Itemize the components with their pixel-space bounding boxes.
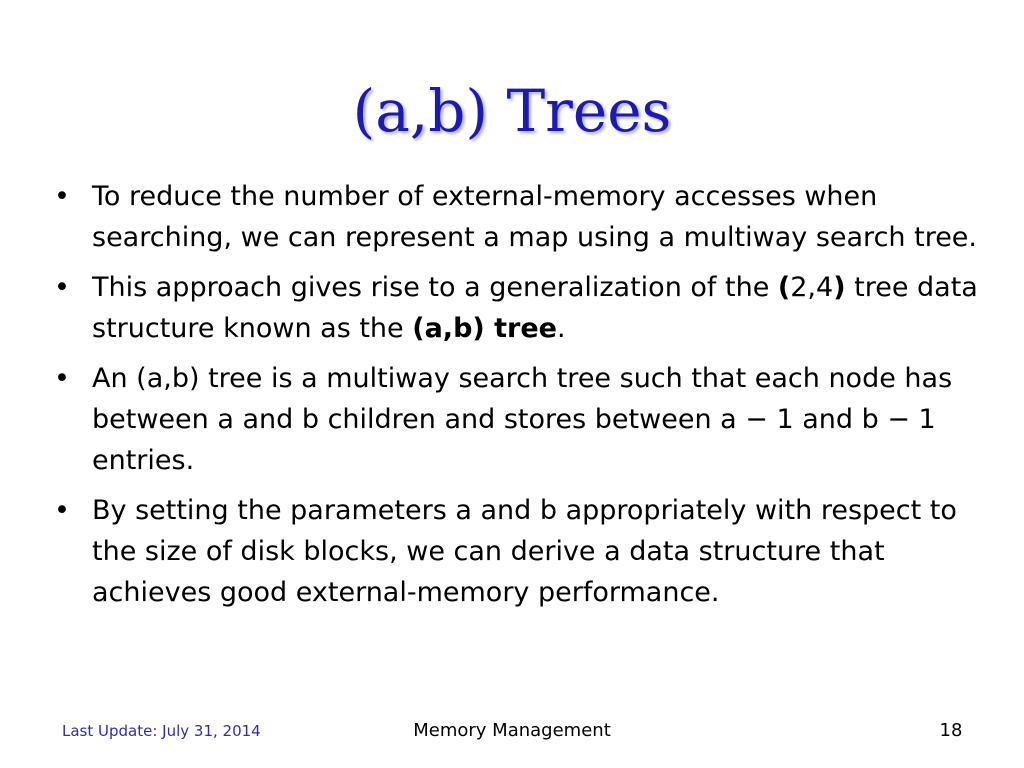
bullet-text-part-3: . [556, 313, 566, 344]
bullet-dot-icon: • [54, 495, 70, 526]
bullet-text: An (a,b) tree is a multiway search tree such that each node has between a and b children and stores between a − 1 and b − 1 entries. [92, 363, 953, 476]
bullet-item-2 [52, 267, 992, 349]
bullet-list [52, 176, 992, 622]
bullet-dot-icon: • [54, 363, 70, 394]
bullet-bold-open-paren: ( [777, 272, 791, 303]
footer-page-number: 18 [939, 720, 963, 741]
footer-course-title: Memory Management [413, 720, 611, 741]
bullet-text: By setting the parameters a and b appropriately with respect to the size of disk blocks, we can derive a data structure that achieves good external-memory performance. [92, 495, 957, 608]
bullet-dot-icon: • [54, 181, 70, 212]
bullet-value-2-4: 2,4 [790, 272, 834, 303]
bullet-text: To reduce the number of external-memory accesses when searching, we can represent a map using a multiway search tree. [92, 181, 978, 253]
bullet-bold-close-paren: ) [833, 272, 846, 303]
slide-title: (a,b) Trees [352, 77, 672, 145]
bullet-text-part-1: This approach gives rise to a generalization of the [92, 272, 778, 303]
bullet-bold-ab-tree: (a,b) tree [412, 313, 557, 344]
bullet-item-1 [52, 176, 992, 258]
bullet-item-3 [52, 358, 992, 481]
footer-last-update: Last Update: July 31, 2014 [62, 722, 261, 740]
bullet-dot-icon: • [54, 272, 70, 303]
bullet-text-part-2: tree data structure known as the [92, 272, 978, 344]
bullet-item-4 [52, 490, 992, 613]
